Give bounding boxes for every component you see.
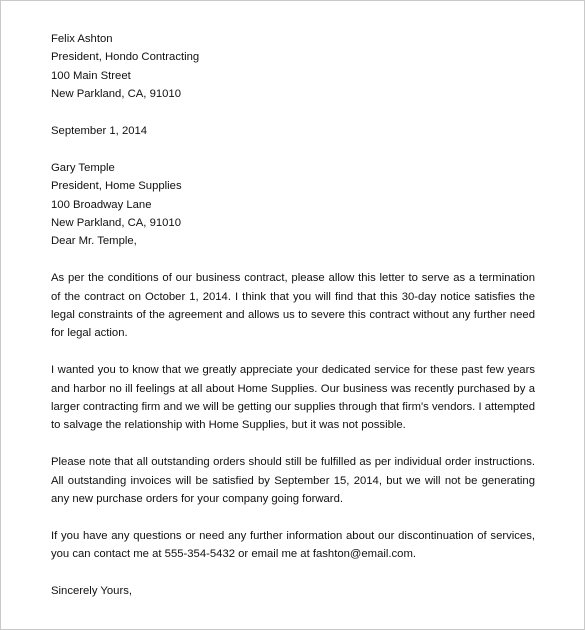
salutation: Dear Mr. Temple, — [51, 235, 137, 248]
spacer — [51, 251, 535, 269]
recipient-street: 100 Broadway Lane — [51, 198, 152, 211]
recipient-name: Gary Temple — [51, 161, 115, 174]
sender-title: President, Hondo Contracting — [51, 51, 200, 64]
paragraph-termination: As per the conditions of our business contract, please allow this letter to serve as a termination of the contract on October 1, 2014. I think that you will find that this 30-day notice satisfies the legal constraints of the agreement and allows us to severe this contract without any further need for legal action. — [51, 272, 535, 340]
paragraph-orders: Please note that all outstanding orders should still be fulfilled as per individual order instructions. All outstanding invoices will be satisfied by September 15, 2014, but we will not be generating any new purchase orders for your company going forward. — [51, 456, 535, 506]
recipient-title: President, Home Supplies — [51, 180, 182, 193]
sender-city: New Parkland, CA, 91010 — [51, 88, 181, 101]
spacer — [51, 564, 535, 582]
closing: Sincerely Yours, — [51, 585, 133, 598]
spacer — [51, 435, 535, 453]
paragraph-appreciation: I wanted you to know that we greatly appreciate your dedicated service for these past few years and harbor no ill feelings at all about Home Supplies. Our business was recently purchased by a larger contracting firm and we will be getting our supplies through that firm's vendors. I attempted to salvage the relationship with Home Supplies, but it was not possible. — [51, 364, 535, 432]
spacer — [51, 343, 535, 361]
recipient-address — [51, 159, 535, 251]
letter-date: September 1, 2014 — [51, 125, 148, 138]
recipient-city: New Parkland, CA, 91010 — [51, 217, 181, 230]
sender-address — [51, 30, 535, 104]
spacer — [51, 140, 535, 158]
sender-name: Felix Ashton — [51, 33, 113, 45]
sender-street: 100 Main Street — [51, 69, 131, 82]
spacer — [51, 508, 535, 526]
spacer — [51, 104, 535, 122]
letter-body — [51, 30, 535, 600]
paragraph-contact: If you have any questions or need any further information about our discontinuation of services, you can contact me at 555-354-5432 or email me at fashton@email.com. — [51, 529, 535, 561]
